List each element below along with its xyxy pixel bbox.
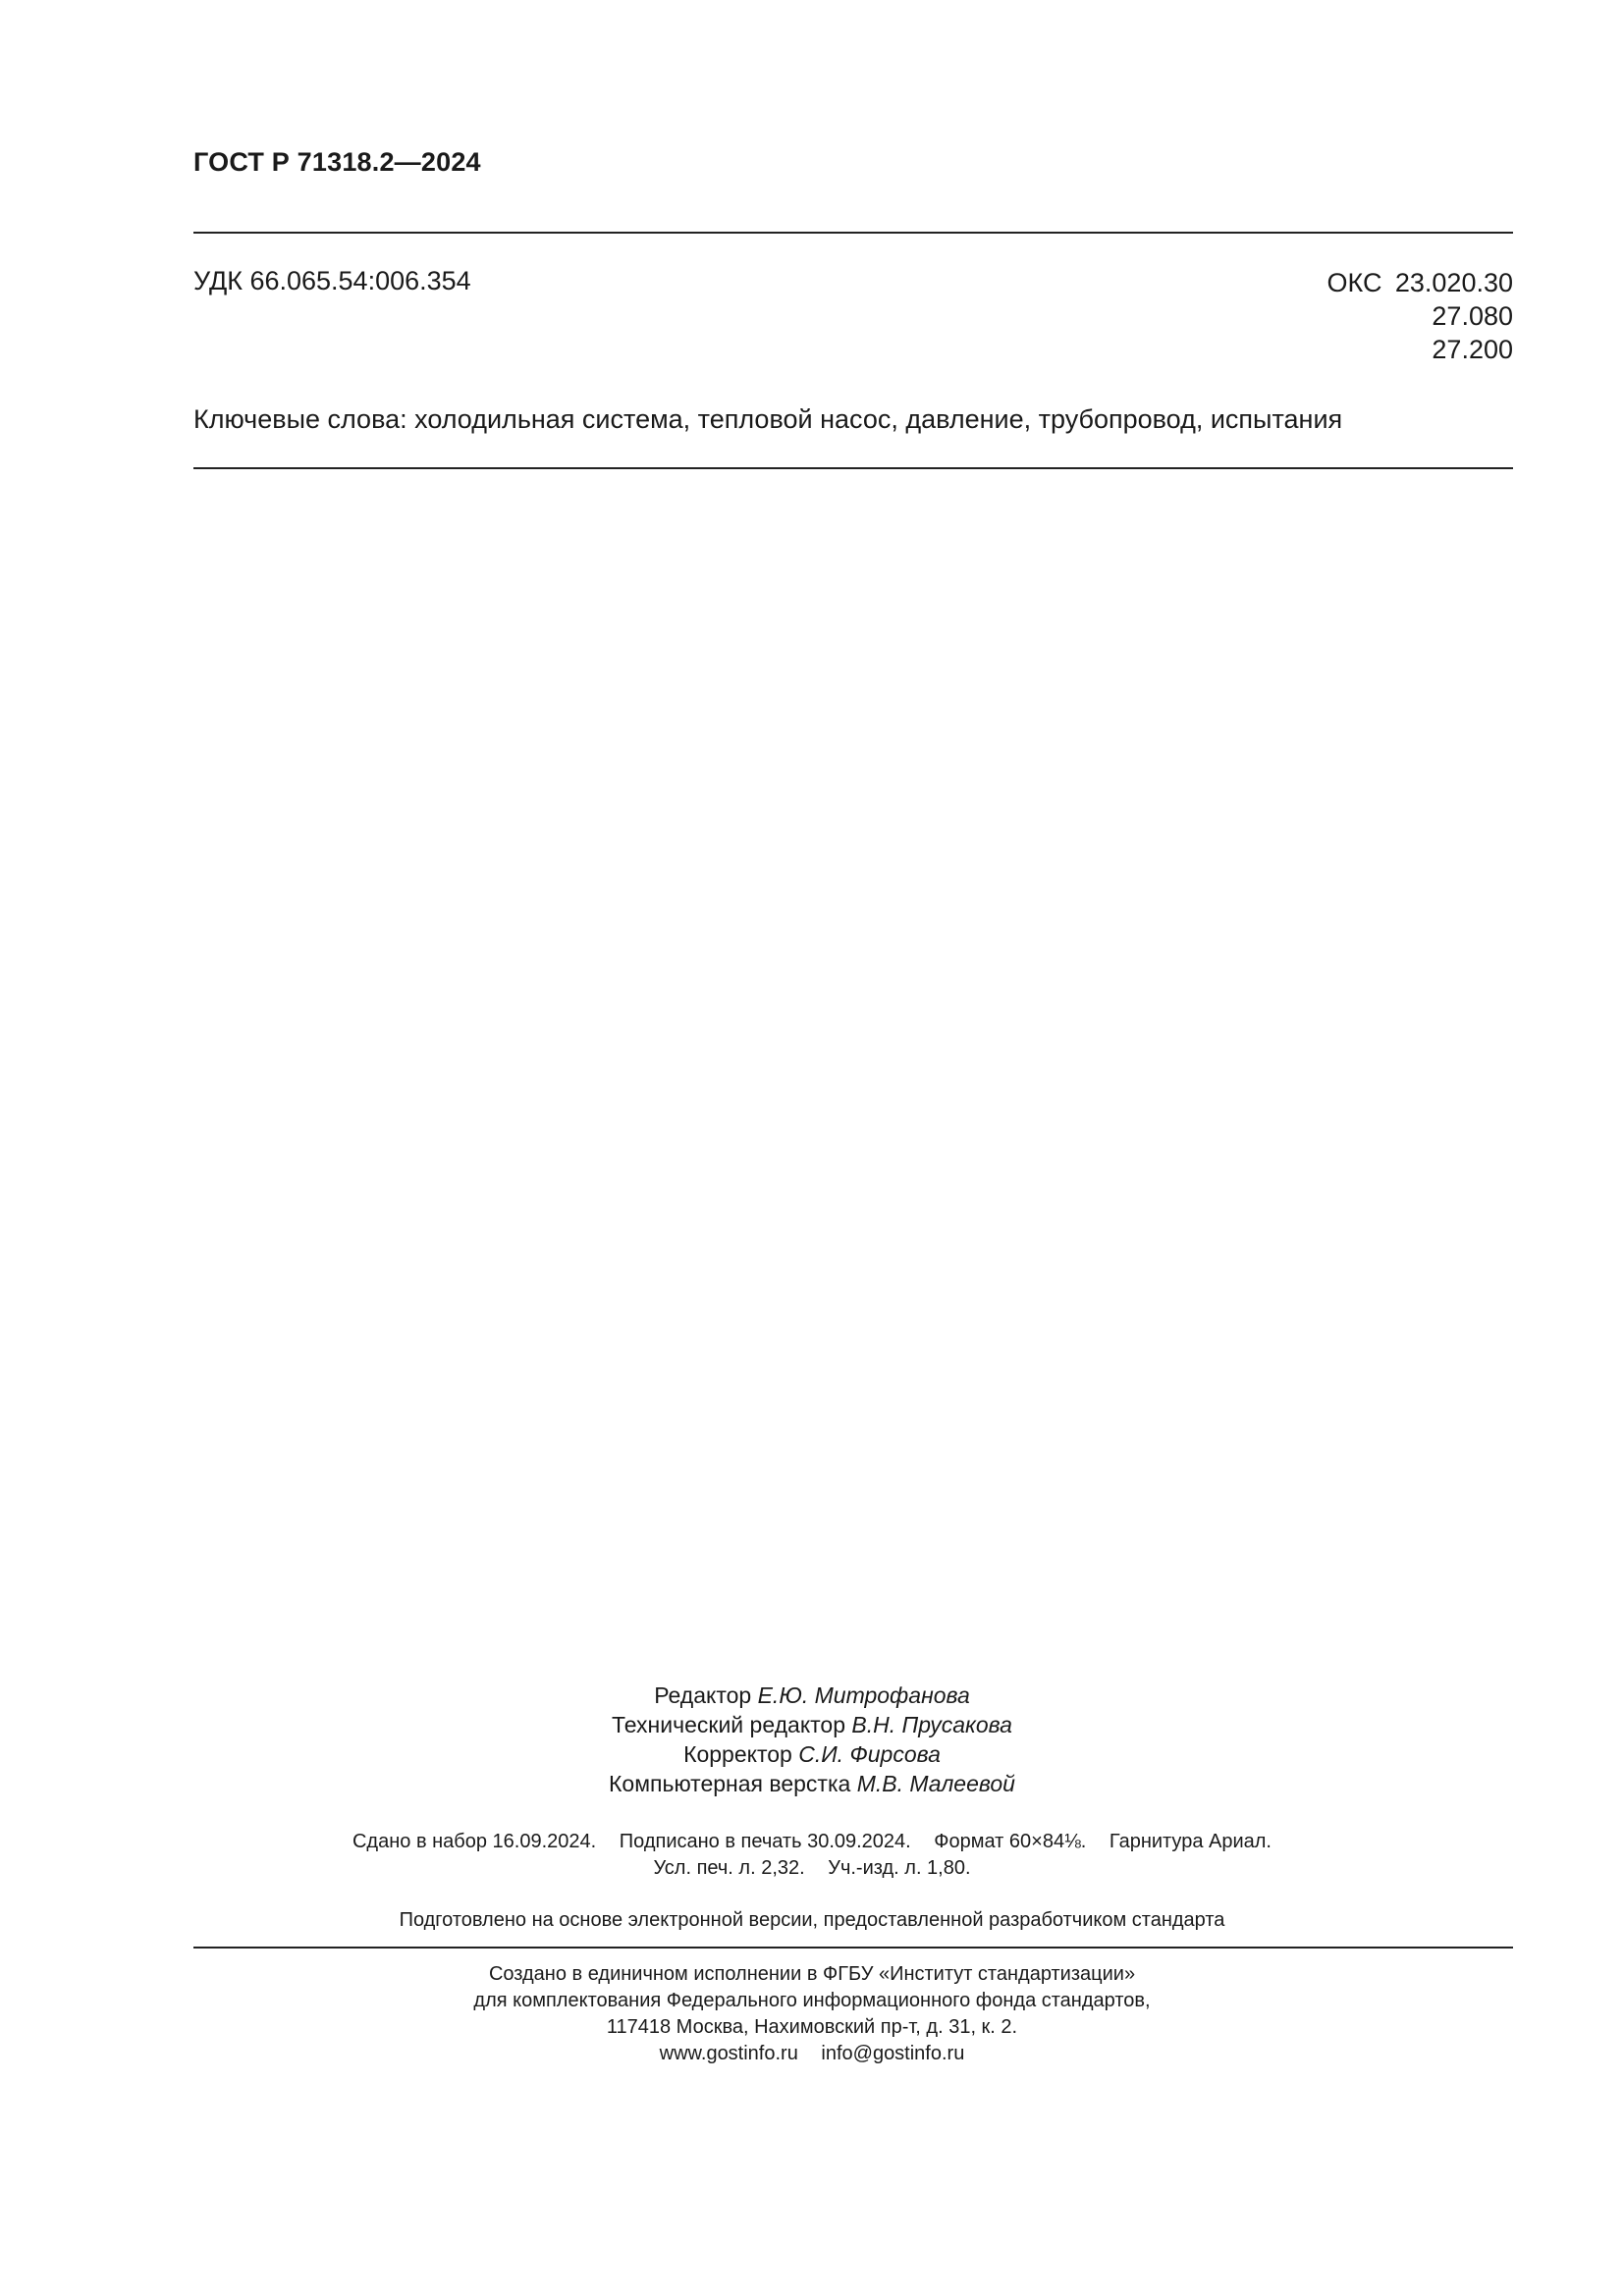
oks-row-1: [1327, 266, 1513, 299]
credit-tech-editor: [0, 1710, 1624, 1739]
bottom-divider: [193, 1947, 1513, 1949]
credit-proofreader: [0, 1739, 1624, 1769]
print-info-row-2: [0, 1855, 1624, 1882]
publisher-block: [0, 1961, 1624, 2067]
keywords-divider: [193, 467, 1513, 469]
print-info-row-1: [0, 1829, 1624, 1855]
publisher-contacts: [0, 2041, 1624, 2067]
publisher-address: 117418 Москва, Нахимовский пр-т, д. 31, к. 2.: [606, 2016, 1018, 2038]
oks-code: 23.020.30: [1394, 268, 1513, 297]
credit-name: С.И. Фирсова: [798, 1741, 941, 1767]
document-id: ГОСТ Р 71318.2—2024: [193, 147, 481, 177]
submitted-date: Сдано в набор 16.09.2024.: [352, 1831, 597, 1852]
website-link[interactable]: www.gostinfo.ru: [659, 2043, 798, 2064]
oks-code: 27.080: [1432, 301, 1513, 331]
credit-name: Е.Ю. Митрофанова: [757, 1682, 970, 1708]
credit-layout: [0, 1769, 1624, 1798]
credit-role: Корректор: [683, 1741, 792, 1767]
prepared-note: Подготовлено на основе электронной версии, предоставленной разработчиком стандарта: [399, 1909, 1225, 1931]
publisher-sheets: Уч.-изд. л. 1,80.: [828, 1857, 971, 1879]
credit-name: М.В. Малеевой: [856, 1771, 1015, 1796]
credit-role: Технический редактор: [612, 1712, 846, 1737]
typeface: Гарнитура Ариал.: [1109, 1831, 1272, 1852]
udk-code: УДК 66.065.54:006.354: [193, 266, 471, 295]
credit-editor: [0, 1681, 1624, 1710]
credit-role: Компьютерная верстка: [609, 1771, 851, 1796]
conventional-sheets: Усл. печ. л. 2,32.: [653, 1857, 805, 1879]
credit-role: Редактор: [654, 1682, 752, 1708]
email-link[interactable]: info@gostinfo.ru: [821, 2043, 965, 2064]
signed-date: Подписано в печать 30.09.2024.: [619, 1831, 911, 1852]
oks-code: 27.200: [1432, 335, 1513, 364]
credits-block: [0, 1681, 1624, 1798]
oks-row-3: [1327, 333, 1513, 366]
publisher-line-2: для комплектования Федерального информационного фонда стандартов,: [473, 1990, 1151, 2011]
paper-format: Формат 60×84⅛.: [934, 1831, 1087, 1852]
credit-name: В.Н. Прусакова: [851, 1712, 1012, 1737]
oks-codes: [1327, 266, 1513, 366]
keywords: Ключевые слова: холодильная система, тепловой насос, давление, трубопровод, испытания: [193, 404, 1343, 434]
oks-label: ОКС: [1326, 268, 1382, 297]
oks-row-2: [1327, 299, 1513, 333]
top-divider: [193, 232, 1513, 234]
print-info: [0, 1829, 1624, 1882]
publisher-line-1: Создано в единичном исполнении в ФГБУ «Институт стандартизации»: [488, 1963, 1136, 1985]
